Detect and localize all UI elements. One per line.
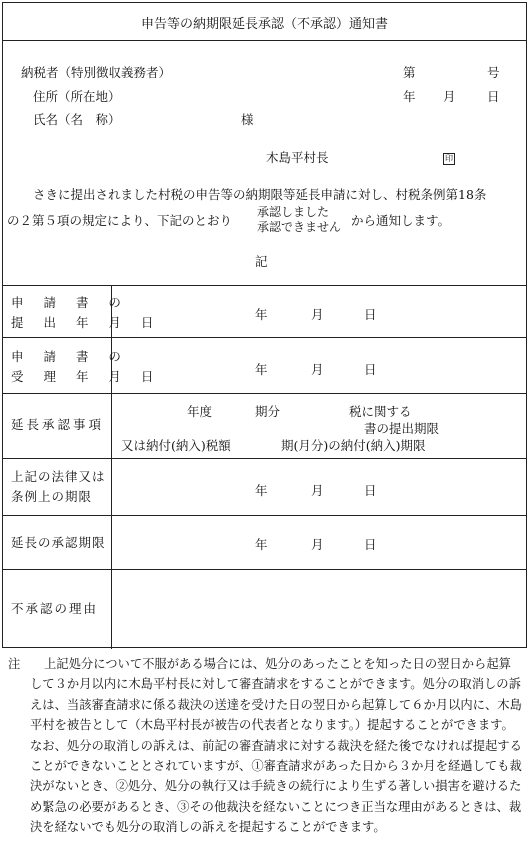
r3-line3-b: 期(月分)の納付(納入)期限 [281,438,426,453]
row2-month: 月 [311,362,324,377]
row-rejection-reason-label: 不承認の理由 [11,601,99,616]
note-block [8,654,523,838]
number-dai: 第 [403,65,416,80]
row5-month: 月 [311,537,324,552]
row-submit-date-label: 申 請 書 の 提 出 年 月 日 [11,295,162,330]
row4-day: 日 [364,483,377,498]
row-line-5 [3,569,526,570]
body-line1: さきに提出されました村税の申告等の納期限等延長申請に対し、村税条例第18条 [33,187,487,202]
form-title: 申告等の納期限延長承認（不承認）通知書 [140,17,388,32]
table-divider [111,285,112,649]
date-day: 日 [487,89,500,104]
row5-day: 日 [364,537,377,552]
sama-label: 様 [241,112,254,127]
row-line-3 [3,458,526,459]
r3-zei: 税に関する [349,404,412,419]
table-top-line [3,285,526,286]
date-month: 月 [443,89,456,104]
issuer-name: 木島平村長 [266,150,329,165]
taxpayer-label: 納税者（特別徴収義務者） [21,65,172,80]
row-legal-deadline-label: 上記の法律又は 条例上の期限 [11,469,106,504]
name-label: 氏名（名 称） [33,112,121,127]
choice-not-approved: 承認できません [257,220,342,234]
ki-mark: 記 [255,254,268,269]
seal-mark: 印 [445,154,453,163]
row-line-4 [3,515,526,516]
body-line2-post: から通知します。 [351,213,451,228]
row-extension-label: 延長承認事項 [11,417,105,432]
date-year: 年 [403,89,416,104]
row-approved-deadline-label: 延長の承認期限 [11,535,106,550]
row-receive-date-label: 申 請 書 の 受 理 年 月 日 [11,349,162,384]
body-line2-pre: の２第５項の規定により、下記のとおり [7,213,233,228]
row1-day: 日 [364,307,377,322]
title-row [3,3,526,41]
row1-month: 月 [311,307,324,322]
notice-form [2,2,527,648]
note-text: 上記処分について不服がある場合には、処分のあったことを知った日の翌日から起算して３か月以内に木島平村長に対して審査請求をすることができます。処分の取消しの訴えは、当該審査請求に係る裁決の送達を受けた日の翌日から起算して６か月以内に、木島平村を被告として（木島平村長が被告の代表者となります。）提起することができます。なお、処分の取消しの訴えは、前記の審査請求に対する裁決を経た後でなければ提起することができないこととされていますが、①審査請求があった日から３か月を経過しても裁決がないとき、②処分、処分の執行又は手続きの続行により生ずる著しい損害を避けるため緊急の必要があるとき、③その他裁決を経ないことにつき正当な理由があるときは、裁決を経ないでも処分の取消しの訴えを提起することができます。 [30,657,522,835]
row1-year: 年 [255,307,268,322]
number-go: 号 [487,65,500,80]
row4-month: 月 [311,483,324,498]
row-line-2 [3,393,526,394]
r3-kibun: 期分 [255,404,281,419]
row2-day: 日 [364,362,377,377]
choice-approved: 承認しました [257,205,330,219]
row2-year: 年 [255,362,268,377]
address-label: 住所（所在地） [33,89,121,104]
row-line-1 [3,337,526,338]
row4-year: 年 [255,483,268,498]
note-lead: 注 [8,657,21,671]
row5-year: 年 [255,537,268,552]
r3-line3-a: 又は納付(納入)税額 [121,438,231,453]
r3-line2: 書の提出期限 [364,421,440,436]
r3-nendo: 年度 [187,404,213,419]
